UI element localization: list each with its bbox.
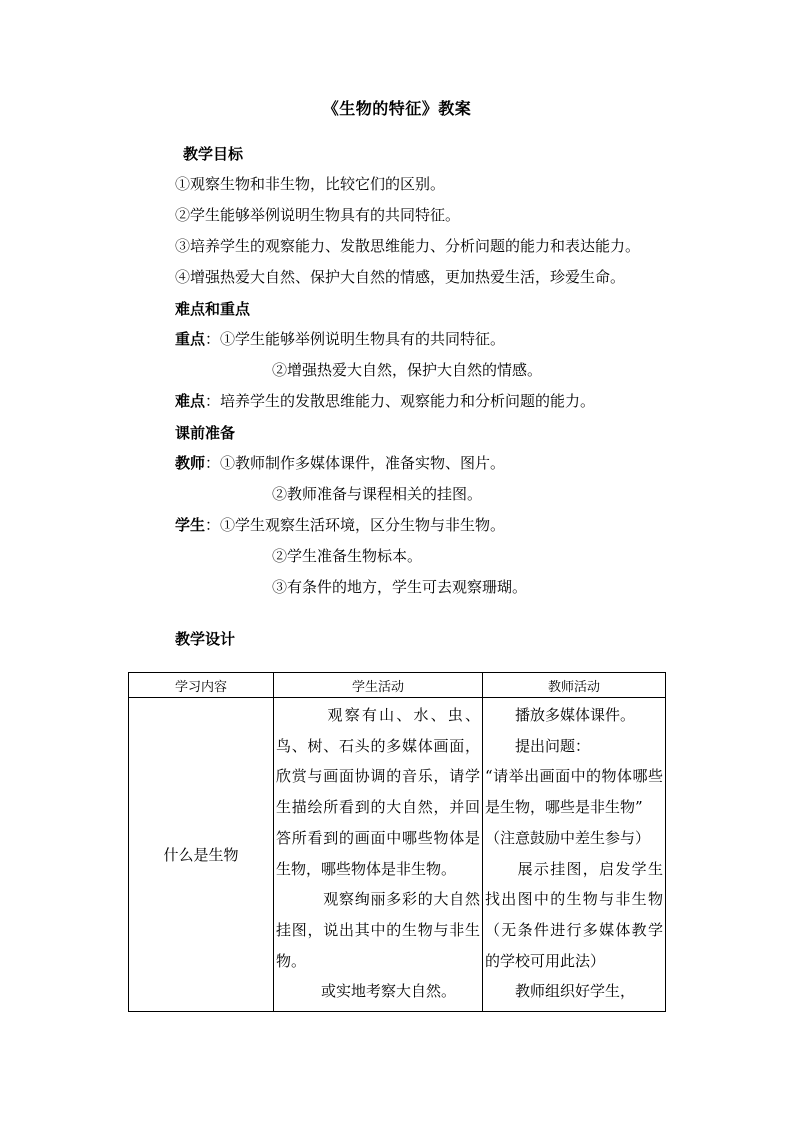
- topic-cell: 什么是生物: [129, 698, 274, 1012]
- design-table: [128, 672, 666, 1012]
- student-activity-cell: [274, 698, 483, 1012]
- difficulty-line: [175, 391, 595, 411]
- column-header: 教师活动: [483, 673, 666, 698]
- student-label: 学生: [175, 516, 206, 534]
- teacher-label: 教师: [175, 454, 206, 472]
- preparation-heading: 课前准备: [175, 424, 236, 442]
- student-prep-item: ③有条件的地方，学生可去观察珊瑚。: [272, 578, 528, 596]
- teacher-prep-line: [175, 453, 505, 473]
- teacher-prep-item: ②教师准备与课程相关的挂图。: [272, 485, 483, 503]
- objective-item: ②学生能够举例说明生物具有的共同特征。: [175, 206, 461, 224]
- teacher-prep-item: ：①教师制作多媒体课件，准备实物、图片。: [205, 454, 506, 472]
- teacher-activity-cell: [483, 698, 666, 1012]
- key-points-heading: 难点和重点: [175, 300, 251, 318]
- objective-item: ①观察生物和非生物，比较它们的区别。: [175, 175, 446, 193]
- focus-item: ②增强热爱大自然，保护大自然的情感。: [272, 361, 543, 379]
- teacher-activity-text: 播放多媒体课件。 提出问题： “请举出画面中的物体哪些是生物，哪些是非生物” （注意鼓励中差生参与） 展示挂图，启发学生找出图中的生物与非生物（无条件进行多媒体教学的学校可用此法） 教师组织好学生，: [485, 706, 663, 1001]
- design-heading: 教学设计: [175, 630, 236, 648]
- difficulty-text: ：培养学生的发散思维能力、观察能力和分析问题的能力。: [205, 392, 596, 410]
- page-title: 《生物的特征》教案: [322, 99, 472, 118]
- column-header: 学习内容: [129, 673, 274, 698]
- column-header: 学生活动: [274, 673, 483, 698]
- objectives-heading: 教学目标: [183, 145, 244, 163]
- focus-label: 重点: [175, 330, 206, 348]
- student-prep-item: ②学生准备生物标本。: [272, 547, 423, 565]
- table-row: [129, 698, 666, 1012]
- student-activity-text: 观察有山、水、虫、鸟、树、石头的多媒体画面，欣赏与画面协调的音乐，请学生描绘所看到的大自然，并回答所看到的画面中哪些物体是生物，哪些物体是非生物。 观察绚丽多彩的大自然挂图，说出其中的生物与非生物。 或实地考察大自然。: [276, 706, 480, 1001]
- student-prep-item: ：①学生观察生活环境，区分生物与非生物。: [205, 516, 506, 534]
- objective-item: ④增强热爱大自然、保护大自然的情感，更加热爱生活，珍爱生命。: [175, 268, 626, 286]
- focus-line: [175, 329, 505, 349]
- objective-item: ③培养学生的观察能力、发散思维能力、分析问题的能力和表达能力。: [175, 237, 641, 255]
- focus-item: ：①学生能够举例说明生物具有的共同特征。: [205, 330, 506, 348]
- difficulty-label: 难点: [175, 392, 206, 410]
- student-prep-line: [175, 515, 505, 535]
- table-header-row: [129, 673, 666, 698]
